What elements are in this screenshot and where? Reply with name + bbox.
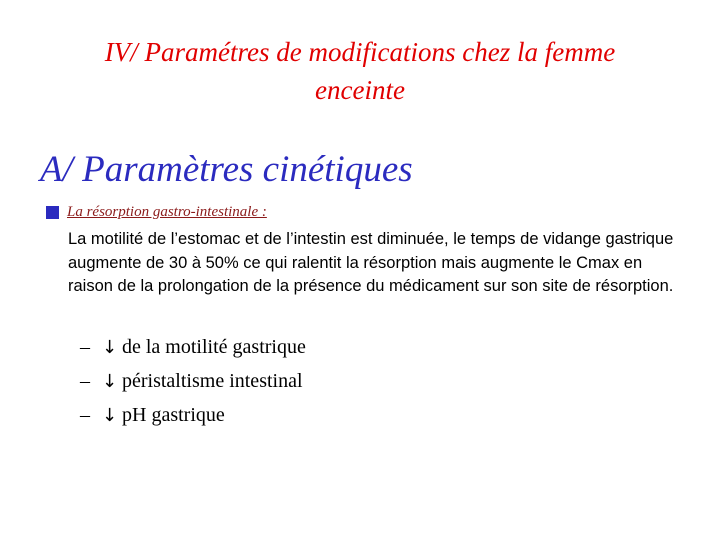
list-item bbox=[80, 398, 306, 432]
body-paragraph: La motilité de l’estomac et de l’intestin est diminuée, le temps de vidange gastrique augmente de 30 à 50% ce qui ralentit la résorption mais augmente le Cmax en raison de la prolongation de la présence du médicament sur son site de résorption. bbox=[68, 230, 674, 295]
down-arrow-icon: ↓ bbox=[102, 370, 118, 392]
section-heading: A/ Paramètres cinétiques bbox=[40, 149, 413, 190]
bullet-row bbox=[46, 201, 267, 223]
list-item bbox=[80, 364, 306, 398]
down-arrow-icon: ↓ bbox=[102, 404, 118, 426]
list-item bbox=[80, 330, 306, 364]
bullet-label: La résorption gastro-intestinale : bbox=[67, 203, 267, 220]
slide-title-line-2: enceinte bbox=[315, 75, 405, 105]
slide-title bbox=[30, 33, 690, 109]
dash-marker: – bbox=[80, 369, 90, 392]
list-item-text: péristaltisme intestinal bbox=[122, 369, 303, 392]
down-arrow-icon: ↓ bbox=[102, 336, 118, 358]
dash-marker: – bbox=[80, 403, 90, 426]
sub-list bbox=[80, 330, 306, 432]
square-bullet-icon bbox=[46, 206, 59, 219]
list-item-text: pH gastrique bbox=[122, 403, 225, 426]
list-item-text: de la motilité gastrique bbox=[122, 335, 306, 358]
dash-marker: – bbox=[80, 335, 90, 358]
slide-title-line-1: IV/ Paramétres de modifications chez la femme bbox=[104, 37, 616, 67]
